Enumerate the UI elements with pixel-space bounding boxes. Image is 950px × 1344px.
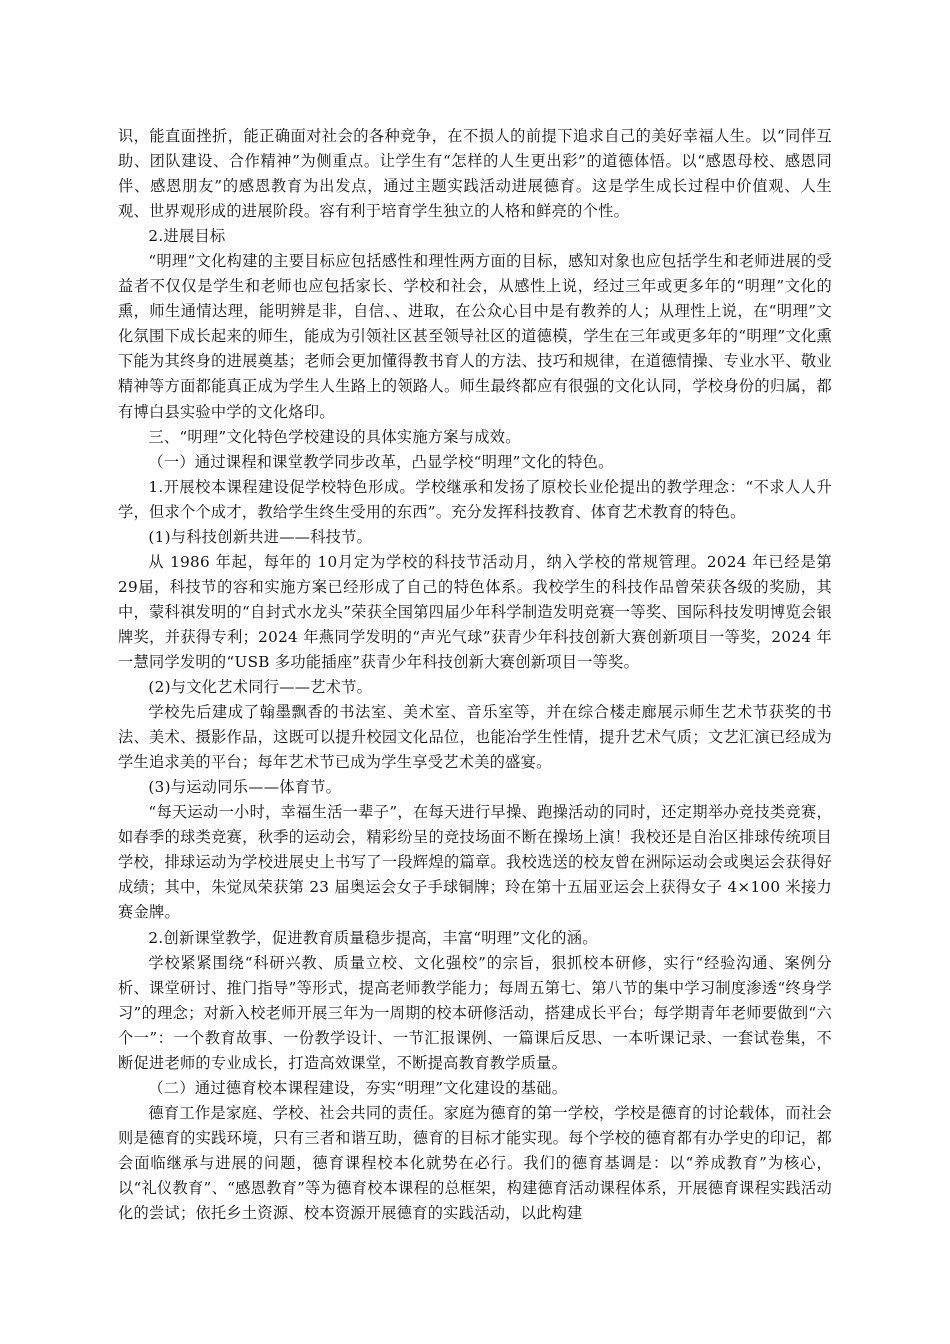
heading-subsection-two: （二）通过德育校本课程建设，夯实“明理”文化建设的基础。 <box>148 1078 568 1097</box>
heading-science-festival: (1)与科技创新共进——科技节。 <box>148 527 373 546</box>
document-page <box>118 124 832 1226</box>
heading-art-festival: (2)与文化艺术同行——艺术节。 <box>148 678 373 697</box>
paragraph-science-festival: 从 1986 年起，每年的 10月定为学校的科技节活动月，纳入学校的常规管理。2024 年已经是第 29届，科技节的容和实施方案已经形成了自己的特色体系。我校学生的科技作品曾荣获各级的奖励，其中，蒙科祺发明的“自封式水龙头”荣获全国第四届少年科学制造发明竞赛一等奖、国际科技发明博览会银牌奖，并获得专利；2024 年燕同学发明的“声光气球”获青少年科技创新大赛创新项目一等奖，2024 年一慧同学发明的“USB 多功能插座”获青少年科技创新大赛创新项目一等奖。 <box>118 552 832 671</box>
paragraph-sports-festival: “每天运动一小时，幸福生活一辈子”，在每天进行早操、跑操活动的同时，还定期举办竞技类竞赛，如春季的球类竞赛，秋季的运动会，精彩纷呈的竞技场面不断在操场上演！我校还是自治区排球传统项目学校，排球运动为学校进展史上书写了一段辉煌的篇章。我校选送的校友曾在洲际运动会或奥运会获得好成绩；其中，朱觉凤荣获第 23 届奥运会女子手球铜牌；玲在第十五届亚运会上获得女子 4×100 米接力赛金牌。 <box>118 803 832 922</box>
heading-classroom-innovation: 2.创新课堂教学，促进教育质量稳步提高，丰富“明理”文化的涵。 <box>148 928 598 947</box>
paragraph-continued-intro: 识，能直面挫折，能正确面对社会的各种竞争，在不损人的前提下追求自己的美好幸福人生。以“同伴互助、团队建设、合作精神”为侧重点。让学生有“怎样的人生更出彩”的道德体悟。以“感恩母校、感恩同伴、感恩朋友”的感恩教育为出发点，通过主题实践活动进展德育。这是学生成长过程中价值观、人生观、世界观形成的进展阶段。容有利于培育学生独立的人格和鲜亮的个性。 <box>118 127 832 221</box>
paragraph-goals: “明理”文化构建的主要目标应包括感性和理性两方面的目标，感知对象也应包括学生和老师进展的受益者不仅仅是学生和老师也应包括家长、学校和社会，从感性上说，经过三年或更多年的“明理”文化的熏，师生通情达理，能明辨是非，自信、、进取，在公众心目中是有教养的人；从理性上说，在“明理”文化氛围下成长起来的师生，能成为引领社区甚至领导社区的道德模，学生在三年或更多年的“明理”文化熏下能为其终身的进展奠基；老师会更加懂得教书育人的方法、技巧和规律，在道德情操、专业水平、敬业精神等方面都能真正成为学生人生路上的领路人。师生最终都应有很强的文化认同，学校身份的归属，都有博白县实验中学的文化烙印。 <box>118 252 832 421</box>
paragraph-classroom-innovation: 学校紧紧围绕“科研兴教、质量立校、文化强校”的宗旨，狠抓校本研修，实行“经验沟通、案例分析、课堂研讨、推门指导”等形式，提高老师教学能力；每周五第七、第八节的集中学习制度渗透“终身学习”的理念；对新入校老师开展三年为一周期的校本研修活动，搭建成长平台；每学期青年老师要做到“六个一”：一个教育故事、一份教学设计、一节汇报课例、一篇课后反思、一本听课记录、一套试卷集，不断促进老师的专业成长，打造高效课堂，不断提高教育教学质量。 <box>118 953 832 1072</box>
paragraph-school-curriculum: 1.开展校本课程建设促学校特色形成。学校继承和发扬了原校长业伦提出的教学理念：“不求人人升学，但求个个成才，教给学生终生受用的东西”。充分发挥科技教育、体育艺术教育的特色。 <box>118 477 832 521</box>
paragraph-art-festival: 学校先后建成了翰墨飘香的书法室、美术室、音乐室等，并在综合楼走廊展示师生艺术节获奖的书法、美术、摄影作品，这既可以提升校园文化品位，也能冶学生性情，提升艺术气质；文艺汇演已经成为学生追求美的平台；每年艺术节已成为学生享受艺术美的盛宴。 <box>118 703 832 772</box>
heading-subsection-one: （一）通过课程和课堂教学同步改革，凸显学校“明理”文化的特色。 <box>148 452 614 471</box>
heading-sports-festival: (3)与运动同乐——体育节。 <box>148 778 342 797</box>
heading-section-three: 三、“明理”文化特色学校建设的具体实施方案与成效。 <box>148 427 521 446</box>
heading-development-goals: 2.进展目标 <box>148 227 226 246</box>
paragraph-moral-education: 德育工作是家庭、学校、社会共同的责任。家庭为德育的第一学校，学校是德育的讨论载体，而社会则是德育的实践环境，只有三者和谐互助，德育的目标才能实现。每个学校的德育都有办学史的印记，都会面临继承与进展的问题，德育课程校本化就势在必行。我们的德育基调是：以“养成教育”为核心，以“礼仪教育”、“感恩教育”等为德育校本课程的总框架，构建德育活动课程体系，开展德育课程实践活动化的尝试；依托乡土资源、校本资源开展德育的实践活动，以此构建 <box>118 1103 832 1223</box>
